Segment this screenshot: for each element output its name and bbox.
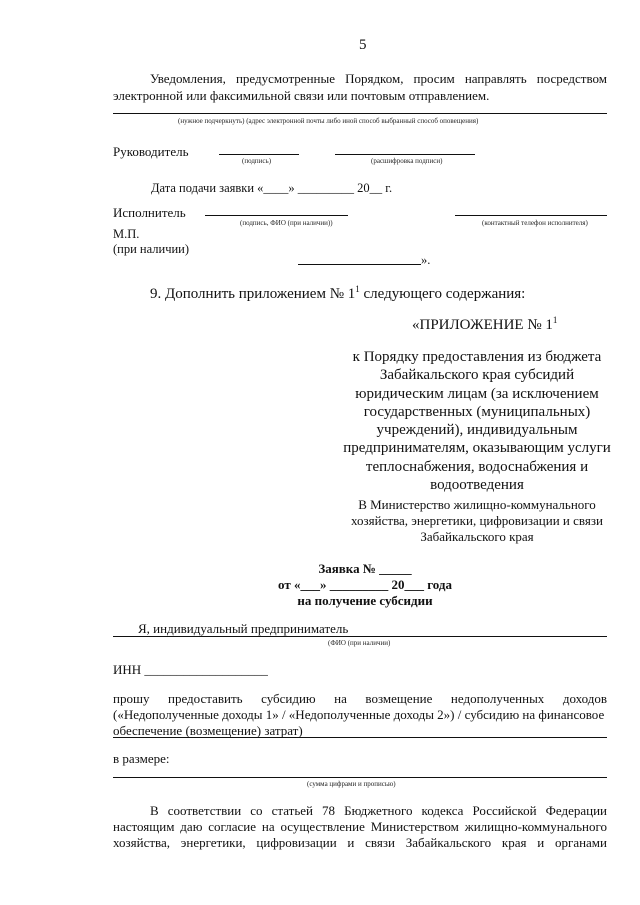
- entrepreneur-text: Я, индивидуальный предприниматель: [138, 621, 349, 636]
- notice-line-1: Уведомления, предусмотренные Порядком, просим направлять посредством: [150, 71, 607, 86]
- ask-line-3: обеспечение (возмещение) затрат): [113, 723, 303, 738]
- executor-phone-line: [455, 215, 607, 216]
- ask-line-2: («Недополученные доходы 1» / «Недополученные доходы 2») / субсидию на финансовое: [113, 707, 605, 722]
- executor-caption: (подпись, ФИО (при наличии)): [240, 219, 333, 227]
- consent-line-2: настоящим даю согласие на осуществление Министерством жилищно-коммунального: [113, 819, 607, 834]
- item-9-tail: следующего содержания:: [359, 286, 526, 302]
- notice-caption: (нужное подчеркнуть) (адрес электронной почты либо иной способ выбранный способ оповещения): [178, 117, 479, 125]
- entrepreneur-rule: [113, 636, 607, 637]
- appendix-title-text: «ПРИЛОЖЕНИЕ № 1: [412, 317, 553, 333]
- closing-line: [298, 264, 421, 265]
- amount-rule: [113, 777, 607, 778]
- executor-sign-line: [205, 215, 348, 216]
- notice-line-2: электронной или факсимильной связи или почтовым отправлением.: [113, 88, 490, 103]
- inn-field: ИНН ___________________: [113, 662, 268, 677]
- appendix-block: [332, 348, 622, 494]
- executor-phone-caption: (контактный телефон исполнителя): [482, 219, 588, 227]
- appendix-line: учреждений), индивидуальным: [376, 422, 578, 439]
- closing-mark: ».: [421, 253, 431, 267]
- notice-rule: [113, 113, 607, 114]
- head-sign-line: [219, 154, 299, 155]
- head-decode-caption: (расшифровка подписи): [371, 157, 443, 165]
- appendix-title: [412, 316, 557, 334]
- item-9: [150, 285, 525, 303]
- request-title: Заявка № _____: [318, 561, 412, 576]
- appendix-line: предпринимателям, оказывающим услуги: [343, 440, 611, 457]
- appendix-line: государственных (муниципальных): [363, 403, 591, 420]
- item-9-text: 9. Дополнить приложением № 1: [150, 286, 356, 302]
- page-number: 5: [359, 37, 367, 53]
- ministry-block: [332, 497, 622, 545]
- appendix-line: водоотведения: [430, 477, 524, 494]
- amount-label: в размере:: [113, 751, 170, 766]
- application-date-line: Дата подачи заявки «____» _________ 20__ г.: [151, 181, 393, 195]
- ask-rule: [113, 737, 607, 738]
- item-9-sup: 1: [355, 284, 360, 294]
- appendix-title-sup: 1: [552, 315, 558, 325]
- seal-label: М.П.: [113, 227, 140, 241]
- amount-caption: (сумма цифрами и прописью): [307, 780, 396, 788]
- ministry-line: Забайкальского края: [420, 529, 534, 544]
- request-date: от «___» _________ 20___ года: [278, 577, 452, 592]
- appendix-line: к Порядку предоставления из бюджета: [352, 349, 602, 365]
- entrepreneur-caption: (ФИО (при наличии): [328, 639, 391, 647]
- request-subject: на получение субсидии: [297, 593, 433, 608]
- appendix-line: юридическим лицам (за исключением: [355, 385, 599, 402]
- ministry-line: В Министерство жилищно-коммунального: [358, 497, 596, 512]
- ministry-line: хозяйства, энергетики, цифровизации и связи: [351, 513, 603, 528]
- executor-label: Исполнитель: [113, 205, 186, 220]
- consent-line-3: хозяйства, энергетики, цифровизации и связи Забайкальского края и органами: [113, 835, 607, 850]
- appendix-line: Забайкальского края субсидий: [379, 367, 575, 384]
- head-label: Руководитель: [113, 144, 189, 159]
- head-sign-caption: (подпись): [242, 157, 272, 165]
- head-decode-line: [335, 154, 475, 155]
- consent-line-1: В соответствии со статьей 78 Бюджетного кодекса Российской Федерации: [150, 803, 607, 818]
- appendix-line: теплоснабжения, водоснабжения и: [365, 458, 589, 475]
- seal-note: (при наличии): [113, 242, 190, 256]
- ask-line-1: прошу предоставить субсидию на возмещение недополученных доходов: [113, 691, 607, 706]
